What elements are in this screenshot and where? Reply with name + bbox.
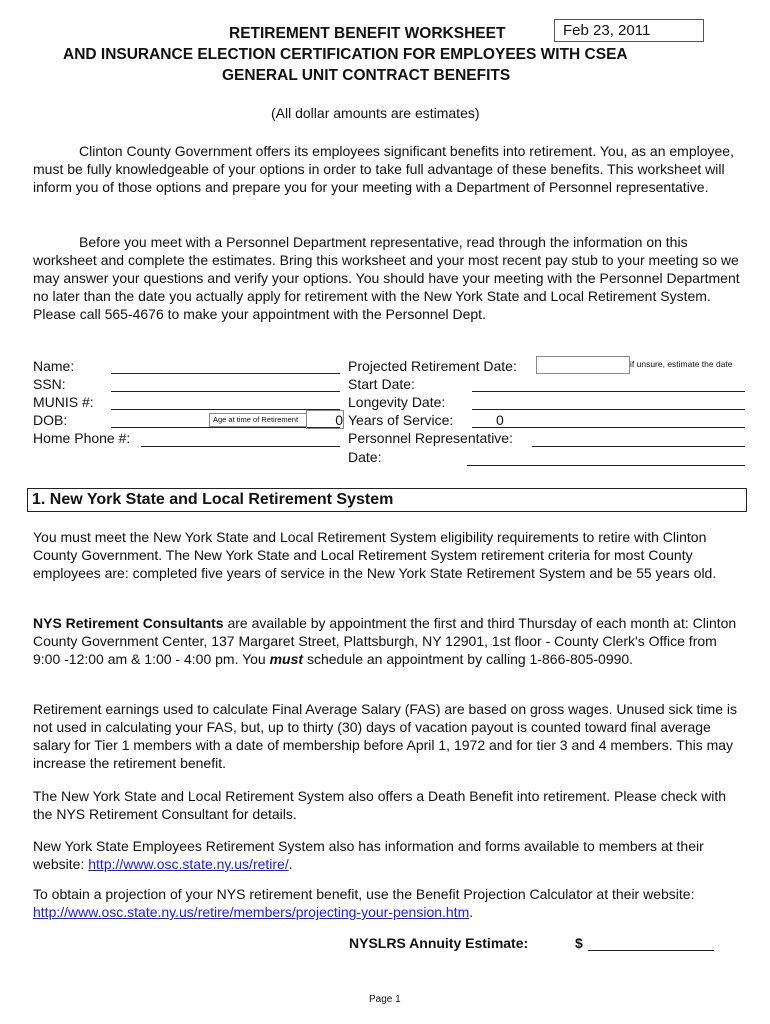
longevity-date-field[interactable] <box>472 409 745 410</box>
age-at-retirement-label: Age at time of Retirement <box>209 413 307 427</box>
annuity-estimate-label: NYSLRS Annuity Estimate: <box>349 935 529 951</box>
section-1-paragraph-2: NYS Retirement Consultants are available by appointment the first and third Thursday of each month at: Clinton County Government Center, 137 Margaret Street, Plattsburgh, NY 12901, 1st floor - County Clerk's Office from 9:00 -12:00 am & 1:00 - 4:00 pm. You must schedule an appointment by calling 1-866-805-0990. <box>33 615 737 667</box>
start-date-field[interactable] <box>472 391 745 392</box>
subtitle: (All dollar amounts are estimates) <box>271 105 480 121</box>
rep-date-label: Date: <box>348 449 382 465</box>
section-1-paragraph-1: You must meet the New York State and Local Retirement System eligibility requirements to retire with Clinton County Government. The New York State and Local Retirement System retirement criteria for most County employees are: completed five years of service in the New York State Retirement System and be 55 years old. <box>33 529 717 581</box>
annuity-estimate-field[interactable] <box>588 950 714 951</box>
rep-date-field[interactable] <box>467 465 745 466</box>
years-of-service-value[interactable]: 0 <box>496 412 504 428</box>
name-label: Name: <box>33 358 75 374</box>
section-1-heading: 1. New York State and Local Retirement System <box>27 488 747 512</box>
worksheet-title: RETIREMENT BENEFIT WORKSHEET <box>229 25 506 42</box>
ssn-field[interactable] <box>111 391 340 392</box>
personnel-representative-field[interactable] <box>532 446 745 447</box>
estimate-hint: if unsure, estimate the date <box>630 359 733 369</box>
home-phone-label: Home Phone #: <box>33 430 131 446</box>
osc-retire-link[interactable]: http://www.osc.state.ny.us/retire/ <box>88 856 289 872</box>
personnel-representative-label: Personnel Representative: <box>348 430 513 446</box>
intro-paragraph-1: Clinton County Government offers its employees significant benefits into retirement. You, as an employee, must be fully knowledgeable of your options in order to take full advantage of these benefits. This worksheet will inform you of those options and prepare you for your meeting with a Department of Personnel representative. <box>33 143 734 195</box>
section-1-paragraph-3: Retirement earnings used to calculate Final Average Salary (FAS) are based on gross wages. Unused sick time is not used in calculating your FAS, but, up to thirty (30) days of vacation payout is counted toward final average salary for Tier 1 members with a date of membership before April 1, 1972 and for tier 3 and 4 members. This may increase the retirement benefit. <box>33 701 737 771</box>
dob-label: DOB: <box>33 412 68 428</box>
section-1-paragraph-6: To obtain a projection of your NYS retirement benefit, use the Benefit Projection Calculator at their website: http://www.osc.state.ny.us/retire/members/projecting-your-pension.htm. <box>33 886 695 920</box>
name-field[interactable] <box>111 373 340 374</box>
home-phone-field[interactable] <box>141 446 340 447</box>
consultants-bold: NYS Retirement Consultants <box>33 615 224 631</box>
projection-calculator-link[interactable]: http://www.osc.state.ny.us/retire/members/projecting-your-pension.htm <box>33 904 470 920</box>
age-at-retirement-value[interactable]: 0 <box>306 410 344 429</box>
ssn-label: SSN: <box>33 376 66 392</box>
years-of-service-line <box>472 427 745 428</box>
munis-label: MUNIS #: <box>33 394 94 410</box>
date-field[interactable]: Feb 23, 2011 <box>554 19 704 42</box>
projected-retirement-label: Projected Retirement Date: <box>348 358 517 374</box>
section-1-paragraph-4: The New York State and Local Retirement System also offers a Death Benefit into retirement. Please check with the NYS Retirement Consultant for details. <box>33 788 727 822</box>
must-emphasis: must <box>269 651 304 667</box>
annuity-currency: $ <box>575 935 583 951</box>
worksheet-title-line3: GENERAL UNIT CONTRACT BENEFITS <box>222 67 511 84</box>
start-date-label: Start Date: <box>348 376 415 392</box>
page-number: Page 1 <box>369 994 401 1005</box>
longevity-date-label: Longevity Date: <box>348 394 446 410</box>
years-of-service-label: Years of Service: <box>348 412 454 428</box>
projected-retirement-field[interactable] <box>536 356 630 374</box>
worksheet-title-line2: AND INSURANCE ELECTION CERTIFICATION FOR EMPLOYEES WITH CSEA <box>63 46 628 63</box>
intro-paragraph-2: Before you meet with a Personnel Department representative, read through the information on this worksheet and complete the estimates. Bring this worksheet and your most recent pay stub to your meeting so we may answer your questions and verify your options. You should have your meeting with the Personnel Department no later than the date you actually apply for retirement with the New York State and Local Retirement System. Please call 565-4676 to make your appointment with the Personnel Dept. <box>33 234 740 322</box>
section-1-paragraph-5: New York State Employees Retirement System also has information and forms available to members at their website: http://www.osc.state.ny.us/retire/. <box>33 838 704 872</box>
